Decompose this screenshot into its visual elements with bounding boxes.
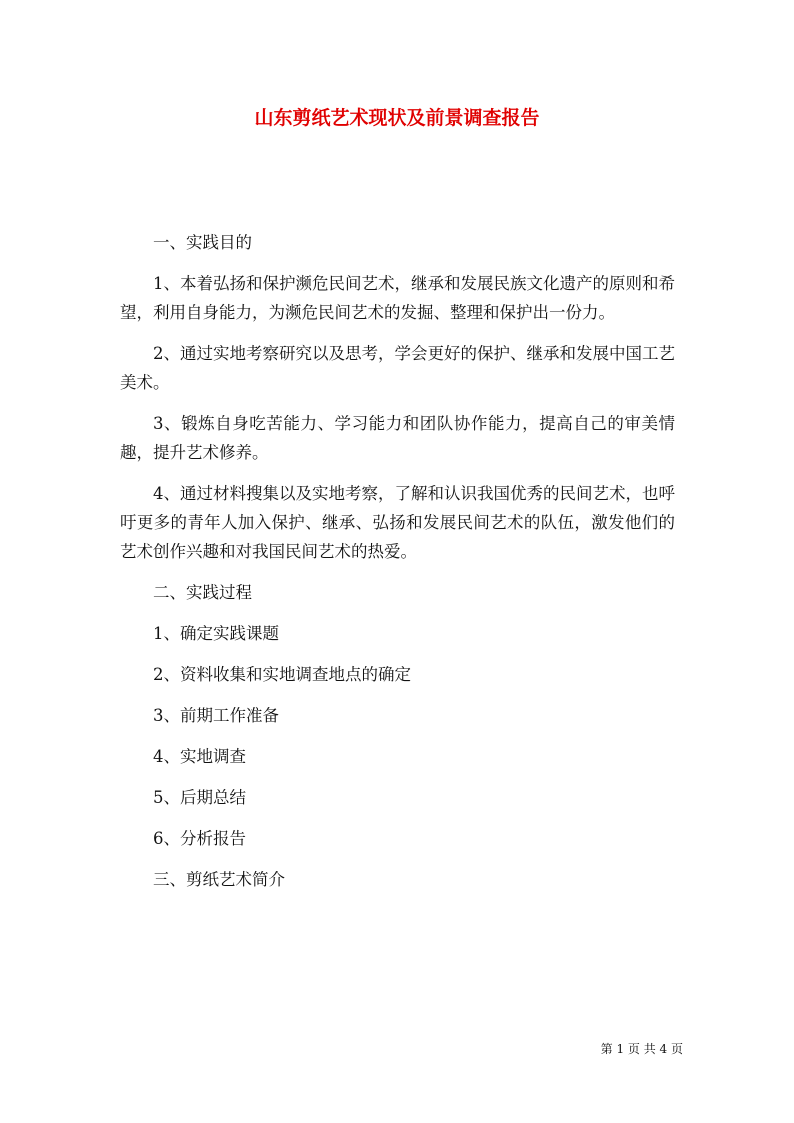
process-item-3: 3、前期工作准备	[153, 706, 279, 725]
purpose-item-2: 2、通过实地考察研究以及思考，学会更好的保护、继承和发展中国工艺美术。	[120, 344, 675, 392]
process-item-1: 1、确定实践课题	[153, 624, 279, 643]
process-item-4: 4、实地调查	[153, 747, 246, 766]
page-number: 第 1 页 共 4 页	[600, 1042, 683, 1056]
purpose-item-4: 4、通过材料搜集以及实地考察，了解和认识我国优秀的民间艺术，也呼吁更多的青年人加入保护、继承、弘扬和发展民间艺术的队伍，激发他们的艺术创作兴趣和对我国民间艺术的热爱。	[120, 484, 675, 561]
process-item-2: 2、资料收集和实地调查地点的确定	[153, 665, 411, 684]
process-item-5: 5、后期总结	[153, 788, 246, 807]
heading-papercut-intro: 三、剪纸艺术简介	[153, 870, 285, 889]
document-body	[120, 228, 675, 906]
process-item-6: 6、分析报告	[153, 829, 246, 848]
purpose-item-1: 1、本着弘扬和保护濒危民间艺术，继承和发展民族文化遗产的原则和希望，利用自身能力，为濒危民间艺术的发掘、整理和保护出一份力。	[120, 274, 675, 322]
heading-practice-purpose: 一、实践目的	[153, 233, 252, 252]
purpose-item-3: 3、锻炼自身吃苦能力、学习能力和团队协作能力，提高自己的审美情趣，提升艺术修养。	[120, 414, 675, 462]
heading-practice-process: 二、实践过程	[153, 583, 252, 602]
document-title: 山东剪纸艺术现状及前景调查报告	[254, 107, 540, 129]
